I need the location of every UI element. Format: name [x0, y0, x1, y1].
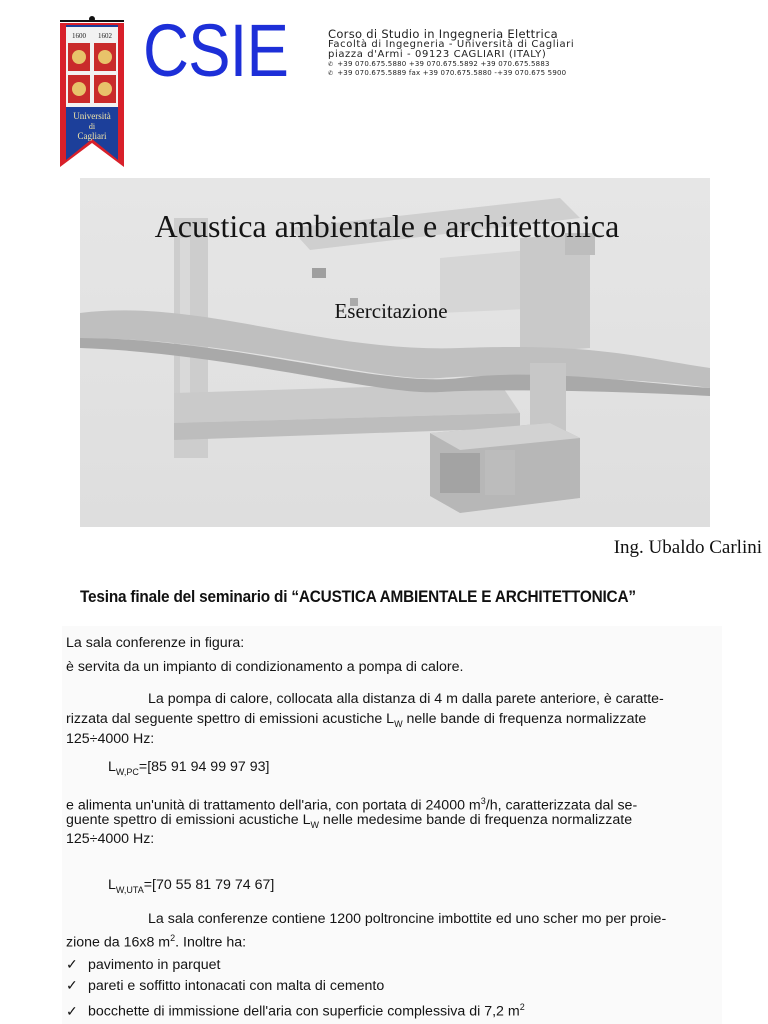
contact-address: piazza d'Armi - 09123 CAGLIARI (ITALY) — [328, 49, 547, 60]
csie-logo-text: CSIE — [143, 9, 289, 92]
room-text-1: La sala conferenze contiene 1200 poltroncine imbottite ed uno scher mo per proie- — [148, 911, 667, 927]
uta-text-2: guente spettro di emissioni acustiche $L_W$ nelle medesime bande di frequenza normalizzate — [66, 812, 633, 830]
contact-faculty: Facoltà di Ingegneria - Università di Cagliari — [328, 39, 575, 50]
assignment-heading: Tesina finale del seminario di “ACUSTICA AMBIENTALE E ARCHITETTONICA” — [80, 588, 636, 606]
contact-course: Corso di Studio in Ingegneria Elettrica — [328, 27, 558, 41]
phone-icon: ✆ — [328, 61, 334, 68]
lw-pc-spectrum: $L_{W,PC}=[85$ 91 94 99 97 93] — [108, 759, 270, 777]
assignment-intro-2: è servita da un impianto di condizionamento a pompa di calore. — [66, 659, 464, 675]
contact-block — [328, 28, 668, 78]
uta-text-1: e alimenta un'unità di trattamento dell'aria, con portata di 24000 $m^3/h$, caratterizzata dal se- — [66, 796, 638, 814]
slide-title: Acustica ambientale e architettonica — [154, 208, 620, 244]
university-banner-logo — [52, 15, 132, 170]
check-item: ✓ pareti e soffitto intonacati con malta di cemento — [66, 978, 385, 994]
contact-phones-text: +39 070.675.5880 +39 070.675.5892 +39 070.675.5883 — [337, 60, 550, 68]
heat-pump-text-3: 125÷4000 Hz: — [66, 731, 155, 747]
title-slide — [80, 178, 710, 527]
lw-uta-spectrum: $L_{W,UTA}=[70$ 55 81 79 74 67] — [108, 877, 275, 895]
author-name: Ing. Ubaldo Carlini — [613, 537, 762, 558]
banner-text-line2: di — [88, 122, 96, 131]
checkmark-icon: ✓ — [66, 1003, 78, 1020]
phone-icon: ✆ — [328, 70, 334, 77]
checkmark-icon: ✓ — [66, 957, 78, 973]
banner-year-right: 1602 — [98, 32, 112, 40]
check-item: ✓ pavimento in parquet — [66, 957, 221, 973]
checkmark-icon: ✓ — [66, 978, 78, 994]
contact-fax-text: +39 070.675.5889 fax +39 070.675.5880 -+39 070.675 5900 — [337, 69, 567, 77]
uta-text-3: 125÷4000 Hz: — [66, 831, 155, 847]
assignment-intro: La sala conferenze in figura: — [66, 635, 245, 651]
room-text-2: zione da 16x8 $m^2$. Inoltre ha: — [66, 933, 247, 951]
slide-subtitle: Esercitazione — [334, 299, 448, 323]
check-item: ✓ bocchette di immissione dell'aria con superficie complessiva di 7,2 $m^2$ — [66, 1002, 525, 1020]
banner-text-line1: Università — [73, 111, 111, 121]
heat-pump-text-1: La pompa di calore, collocata alla distanza di 4 m dalla parete anteriore, è caratte- — [148, 691, 664, 707]
contact-phones — [328, 60, 668, 69]
banner-text-line3: Cagliari — [77, 131, 107, 141]
contact-fax — [328, 69, 668, 78]
heat-pump-text-2: rizzata dal seguente spettro di emissioni acustiche $L_W$ nelle bande di frequenza normalizzate — [66, 711, 647, 729]
banner-year-left: 1600 — [72, 32, 86, 40]
